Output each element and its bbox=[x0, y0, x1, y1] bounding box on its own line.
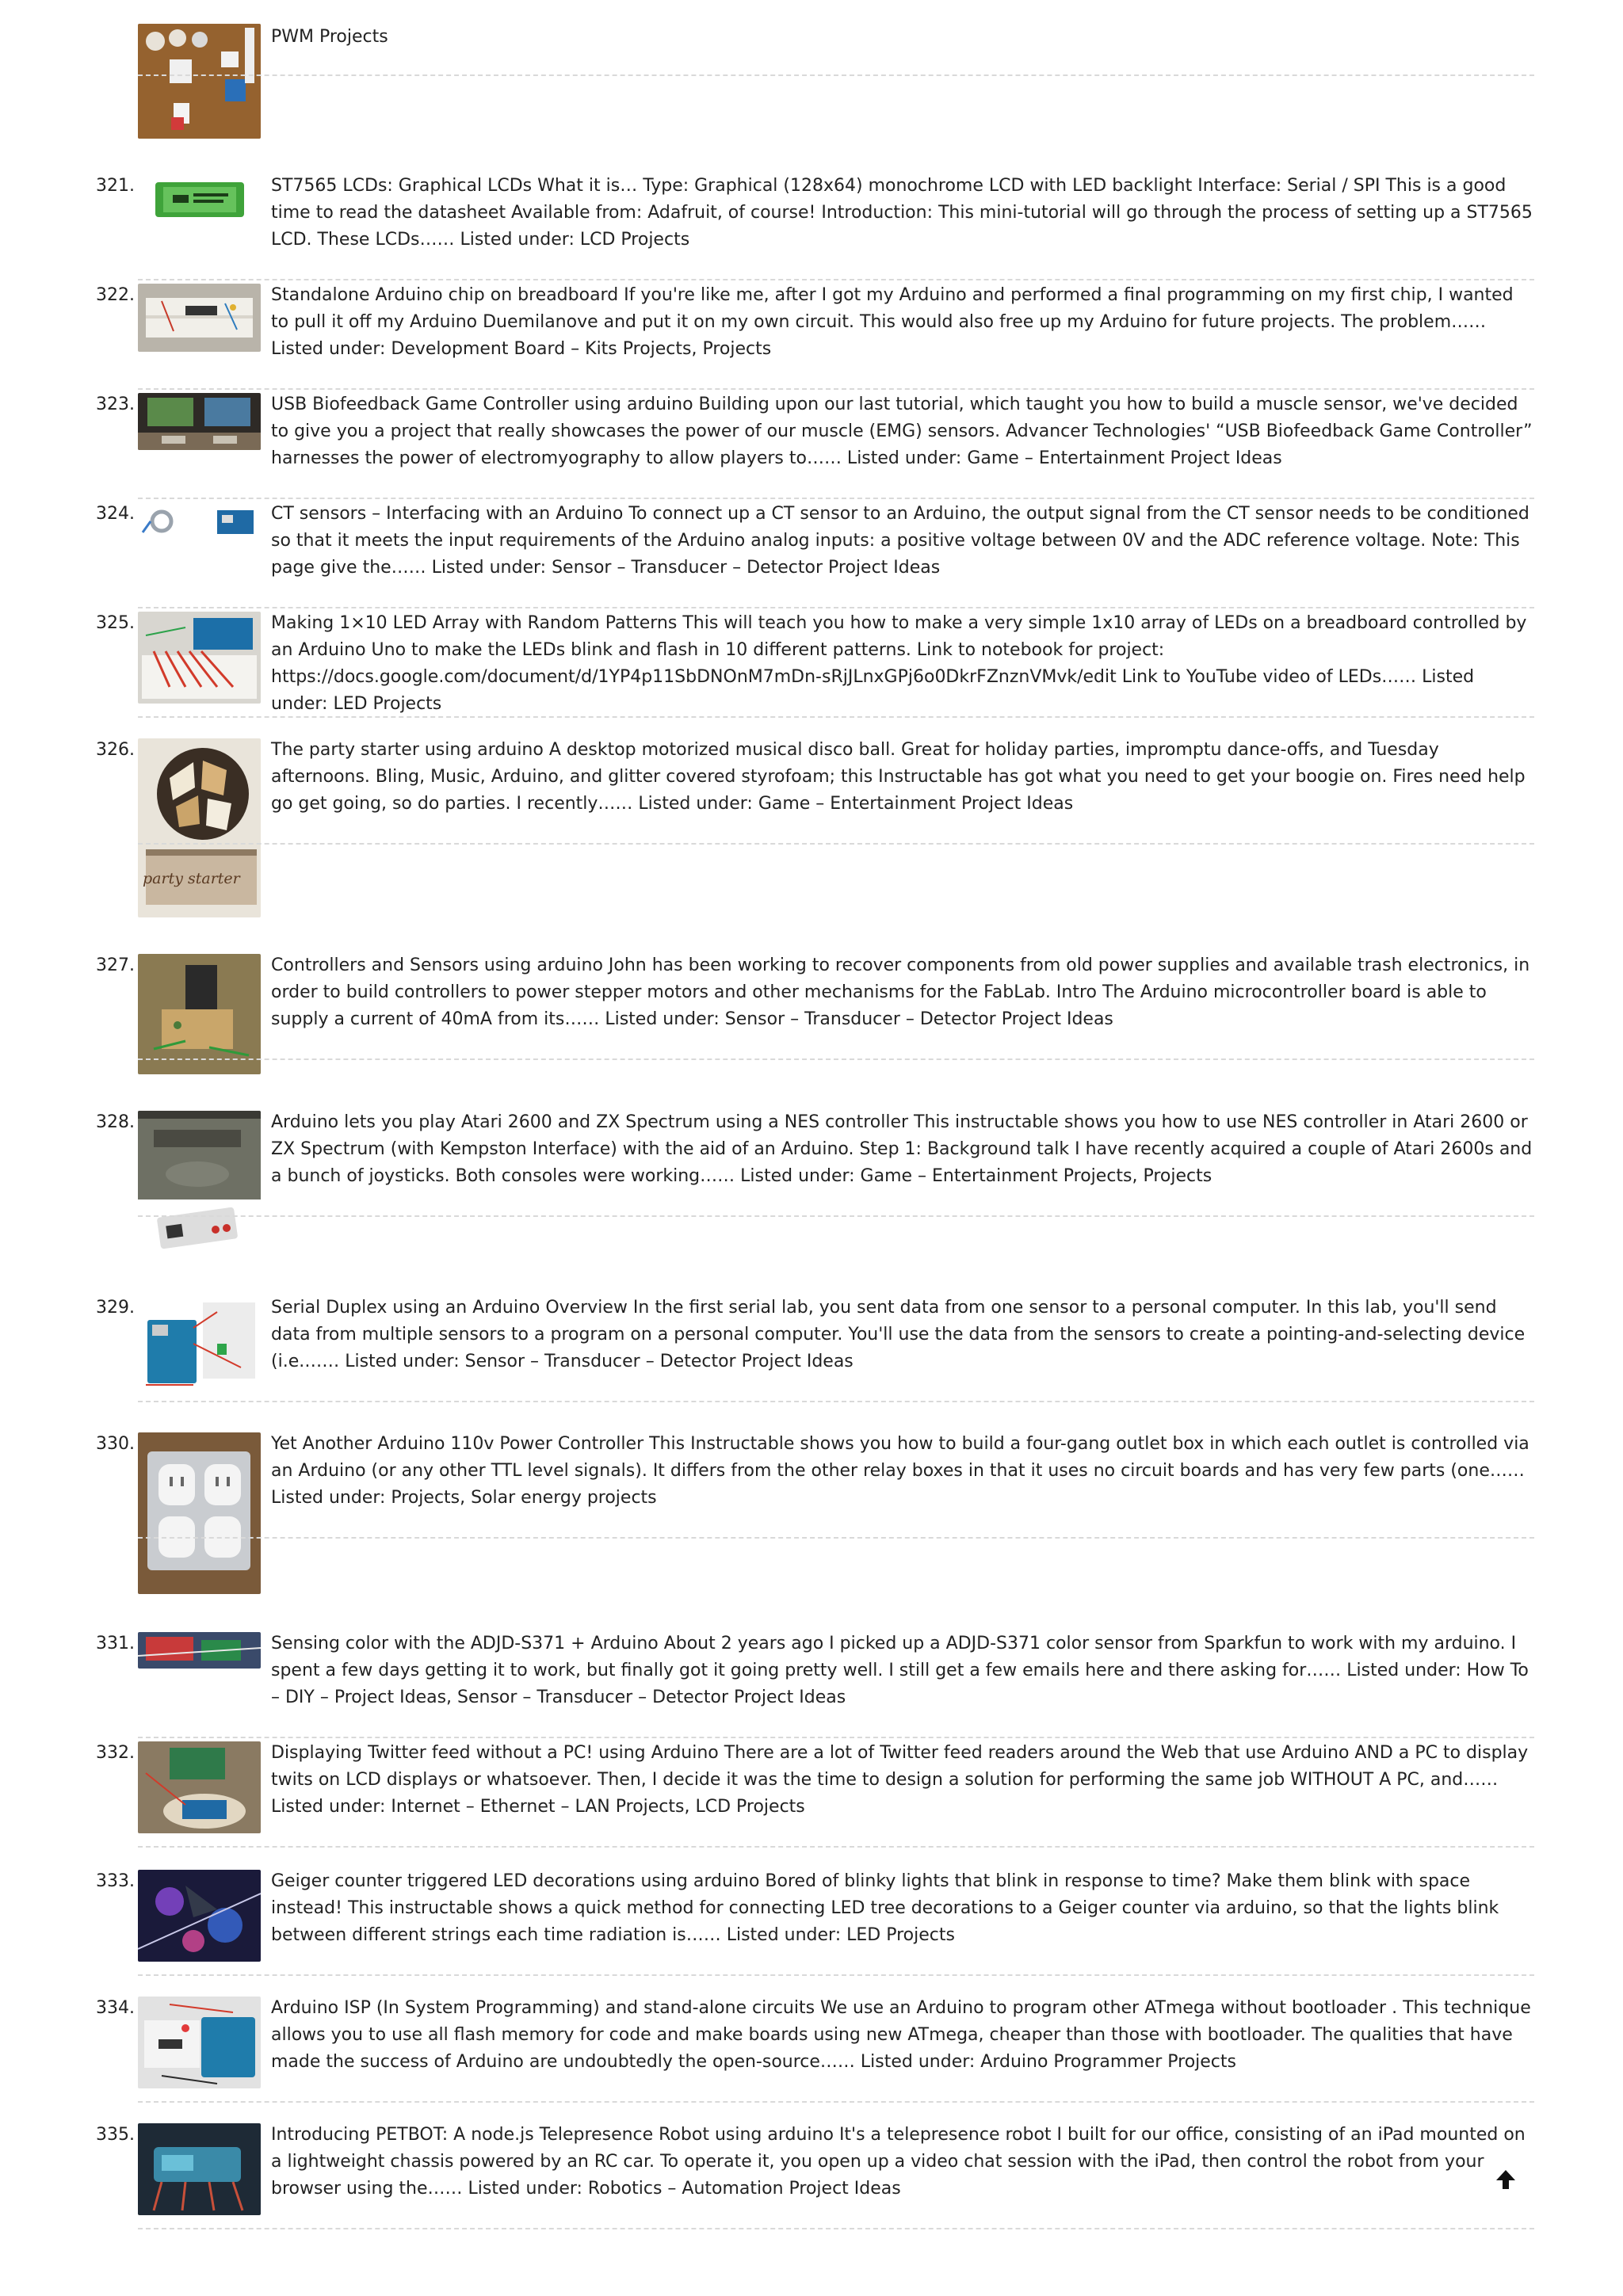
list-item-description[interactable]: ST7565 LCDs: Graphical LCDs What it is… Type: Graphical (128x64) monochrome LCD with LED backlight Interface: Serial / SPI This is a good time to read the datasheet Available from: Adafruit, of course! Introduction: This mini-tutorial will go through the process of setting up a ST7565 LCD. These LCDs…… Listed under: LCD Projects bbox=[271, 176, 1533, 250]
divider bbox=[138, 607, 1534, 608]
sensor-board-thumbnail[interactable] bbox=[138, 954, 261, 1074]
list-item-description[interactable]: CT sensors – Interfacing with an Arduino To connect up a CT sensor to an Arduino, the output signal from the CT sensor needs to be conditioned so that it meets the input requirements of the Arduino analog inputs: a positive voltage between 0V and the ADC reference voltage. Note: This page give the…… Listed under: Sensor – Transducer – Detector Project Ideas bbox=[271, 504, 1529, 578]
list-item-description[interactable]: Displaying Twitter feed without a PC! using Arduino There are a lot of Twitter feed readers around the Web that use Arduino AND a PC to display twits on LCD displays or whatsoever. Then, I decide it was the time to design a solution for performing the same job WITHOUT A PC, and…… Listed under: Internet – Ethernet – LAN Projects, LCD Projects bbox=[271, 1743, 1529, 1817]
list-item-number: 333. bbox=[96, 1871, 135, 1891]
list-item-description[interactable]: Standalone Arduino chip on breadboard If you're like me, after I got my Arduino and performed a final programming on my first chip, I wanted to pull it off my Arduino Duemilanove and put it on my own circuit. This would also free up my Arduino for future projects. The problem…… Listed under: Development Board – Kits Projects, Projects bbox=[271, 285, 1514, 359]
isp-programmer-thumbnail[interactable] bbox=[138, 1997, 261, 2088]
divider bbox=[138, 74, 1534, 76]
list-item-number: 334. bbox=[96, 1998, 135, 2018]
disco-ball-thumbnail[interactable] bbox=[138, 738, 261, 917]
list-item-description[interactable]: Arduino ISP (In System Programming) and stand-alone circuits We use an Arduino to program other ATmega without bootloader . This technique allows you to use all flash memory for code and make boards using new ATmega, cheaper than those with bootloader. The qualities that have made the success of Arduino are undoubtedly the open-source…… Listed under: Arduino Programmer Projects bbox=[271, 1998, 1531, 2072]
list-item-description[interactable]: USB Biofeedback Game Controller using arduino Building upon our last tutorial, which taught you how to build a muscle sensor, we've decided to give you a project that really showcases the power of our muscle (EMG) sensors. Advancer Technologies' “USB Biofeedback Game Controller” harnesses the power of electromyography to allow players to…… Listed under: Game – Entertainment Project Ideas bbox=[271, 395, 1533, 468]
list-item-number: 331. bbox=[96, 1634, 135, 1653]
divider bbox=[138, 716, 1534, 718]
list-item-number: 321. bbox=[96, 176, 135, 196]
breadboard-thumbnail[interactable] bbox=[138, 284, 261, 352]
divider bbox=[138, 1537, 1534, 1539]
divider bbox=[138, 2101, 1534, 2103]
list-item-description[interactable]: Yet Another Arduino 110v Power Controller This Instructable shows you how to build a four-gang outlet box in which each outlet is controlled via an Arduino (or any other TTL level signals). It differs from the other relay boxes in that it uses no circuit boards and has very few parts (one…… Listed under: Projects, Solar energy projects bbox=[271, 1434, 1529, 1508]
color-sensor-thumbnail[interactable] bbox=[138, 1632, 261, 1669]
led-array-thumbnail[interactable] bbox=[138, 612, 261, 704]
list-item-description[interactable]: Sensing color with the ADJD-S371 + Arduino About 2 years ago I picked up a ADJD-S371 color sensor from Sparkfun to work with my arduino. I spent a few days getting it to work, but finally got it going pretty well. I still get a few emails here and there asking for…… Listed under: How To – DIY – Project Ideas, Sensor – Transducer – Detector Project Ideas bbox=[271, 1634, 1529, 1707]
list-item-number: 332. bbox=[96, 1743, 135, 1763]
divider bbox=[138, 1846, 1534, 1848]
list-item-number: 322. bbox=[96, 285, 135, 305]
list-item-description[interactable]: PWM Projects bbox=[271, 27, 388, 47]
divider bbox=[138, 1401, 1534, 1402]
atari-console-thumbnail[interactable] bbox=[138, 1111, 261, 1261]
green-lcd-thumbnail[interactable] bbox=[138, 177, 261, 222]
ct-sensor-thumbnail[interactable] bbox=[138, 504, 261, 539]
list-item-description[interactable]: Serial Duplex using an Arduino Overview In the first serial lab, you sent data from one sensor to a personal computer. In this lab, you'll send data from multiple sensors to a program on a personal computer. You'll use the data from the sensors to create a pointing-and-selecting device (i.e.…… Listed under: Sensor – Transducer – Detector Project Ideas bbox=[271, 1298, 1526, 1371]
divider bbox=[138, 388, 1534, 390]
list-item-number: 329. bbox=[96, 1298, 135, 1318]
list-item-number: 330. bbox=[96, 1434, 135, 1454]
scroll-to-top-button[interactable] bbox=[1495, 2168, 1517, 2191]
list-item-description[interactable]: Making 1×10 LED Array with Random Patterns This will teach you how to make a very simple 1x10 array of LEDs on a breadboard controlled by an Arduino Uno to make the LEDs blink and flash in 10 different patterns. Link to notebook for project: https://docs.google.com/document/d/1YP4p11SbDNOnM7mDn-sRjJLnxGPj6o0DkrFZnznVMvk/edit Link to YouTube video of LEDs…… Listed under: LED Projects bbox=[271, 613, 1527, 714]
list-item-description[interactable]: The party starter using arduino A desktop motorized musical disco ball. Great for holiday parties, impromptu dance-offs, and Tuesday afternoons. Bling, Music, Arduino, and glitter covered styrofoam; this Instructable has got what you need to get your boogie on. Fires need help go get going, so do parties. I recently…… Listed under: Game – Entertainment Project Ideas bbox=[271, 740, 1526, 814]
divider bbox=[138, 498, 1534, 499]
thumbnail-caption: party starter bbox=[143, 870, 240, 887]
list-item-number: 328. bbox=[96, 1112, 135, 1132]
arrow-up-icon bbox=[1495, 2168, 1517, 2191]
divider bbox=[138, 2228, 1534, 2229]
outlet-box-thumbnail[interactable] bbox=[138, 1432, 261, 1594]
list-item-number: 325. bbox=[96, 613, 135, 633]
list-item-description[interactable]: Introducing PETBOT: A node.js Telepresence Robot using arduino It's a telepresence robot I built for our office, consisting of an iPad mounted on a lightweight chassis powered by an RC car. To operate it, you open up a video chat session with the iPad, then control the robot from your browser using the…… Listed under: Robotics – Automation Project Ideas bbox=[271, 2125, 1526, 2199]
list-item-number: 327. bbox=[96, 955, 135, 975]
divider bbox=[138, 1215, 1534, 1217]
petbot-robot-thumbnail[interactable] bbox=[138, 2123, 261, 2215]
twitter-display-thumbnail[interactable] bbox=[138, 1741, 261, 1833]
divider bbox=[138, 1058, 1534, 1060]
divider bbox=[138, 279, 1534, 280]
list-item-number: 324. bbox=[96, 504, 135, 524]
arduino-breadboard-diagram-thumbnail[interactable] bbox=[138, 1296, 261, 1390]
game-controller-thumbnail[interactable] bbox=[138, 393, 261, 450]
list-item-description[interactable]: Controllers and Sensors using arduino John has been working to recover components from old power supplies and available trash electronics, in order to build controllers to power stepper motors and other mechanisms for the FabLab. Intro The Arduino microcontroller board is able to supply a current of 40mA from its…… Listed under: Sensor – Transducer – Detector Project Ideas bbox=[271, 955, 1530, 1029]
divider bbox=[138, 1737, 1534, 1738]
list-item-description[interactable]: Geiger counter triggered LED decorations using arduino Bored of blinky lights that blink in response to time? Make them blink with space instead! This instructable shows a quick method for connecting LED tree decorations to a Geiger counter via arduino, so that the lights blink between different strings each time radiation is…… Listed under: LED Projects bbox=[271, 1871, 1499, 1945]
list-item-number: 326. bbox=[96, 740, 135, 760]
list-item-number: 323. bbox=[96, 395, 135, 414]
pwm-board-thumbnail[interactable] bbox=[138, 24, 261, 139]
divider bbox=[138, 843, 1534, 845]
divider bbox=[138, 1974, 1534, 1976]
list-item-description[interactable]: Arduino lets you play Atari 2600 and ZX Spectrum using a NES controller This instructable shows you how to use NES controller in Atari 2600 or ZX Spectrum (with Kempston Interface) with the aid of an Arduino. Step 1: Background talk I have recently acquired a couple of Atari 2600s and a bunch of joysticks. Both consoles were working…… Listed under: Game – Entertainment Projects, Projects bbox=[271, 1112, 1533, 1186]
list-item-number: 335. bbox=[96, 2125, 135, 2145]
geiger-led-thumbnail[interactable] bbox=[138, 1870, 261, 1962]
